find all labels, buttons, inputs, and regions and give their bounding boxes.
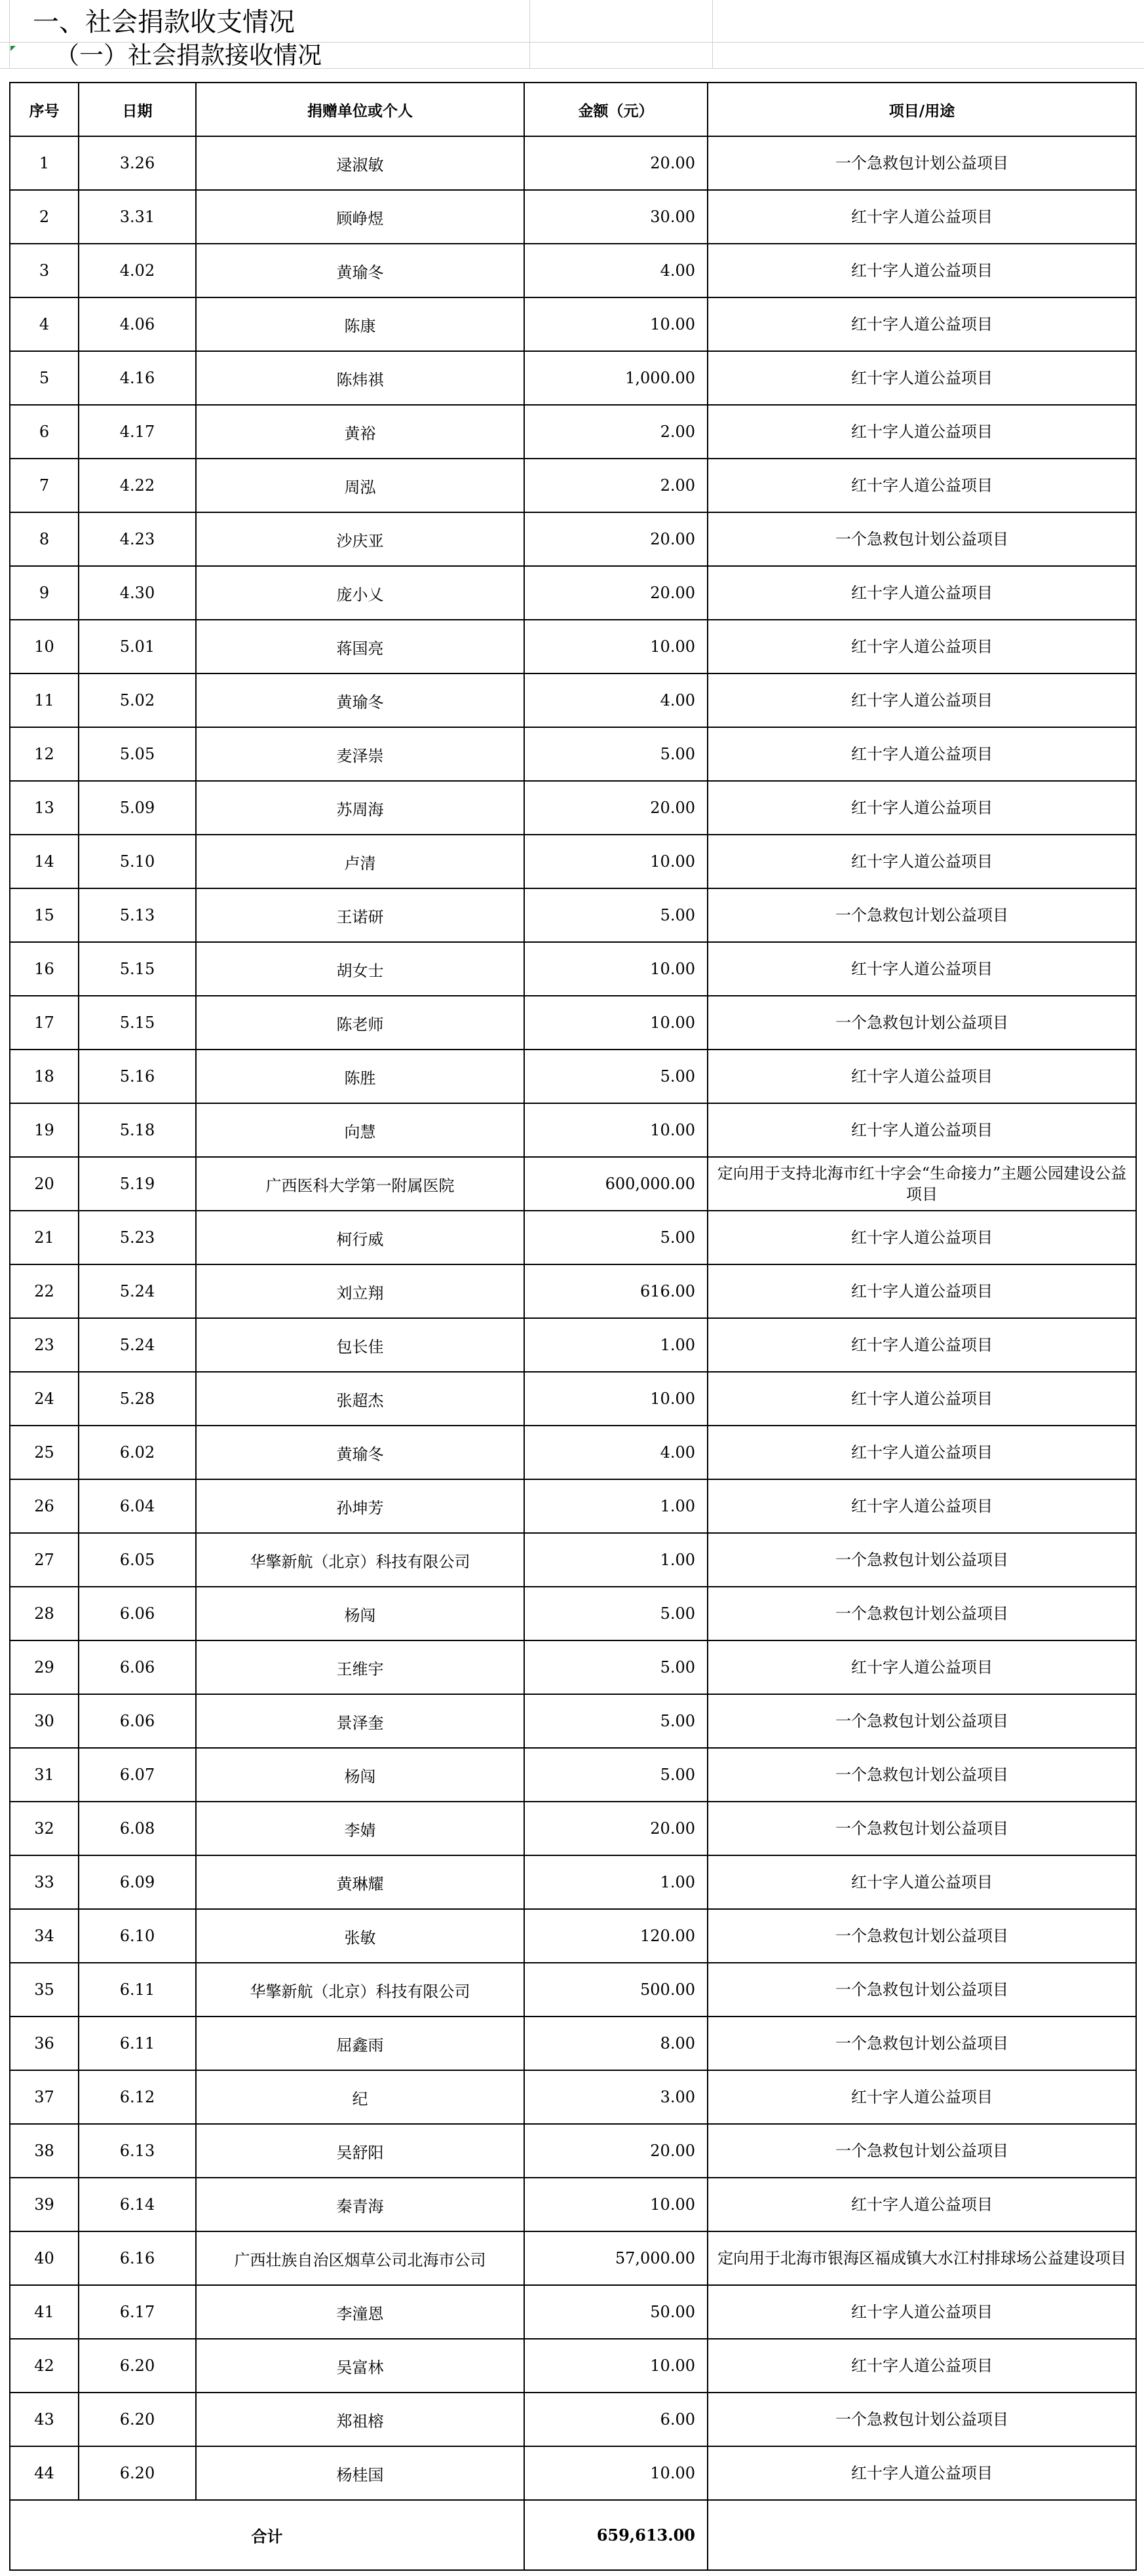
cell-amount: 600,000.00 xyxy=(524,1157,708,1211)
cell-amount: 4.00 xyxy=(524,673,708,727)
cell-amount: 5.00 xyxy=(524,1587,708,1640)
cell-no: 24 xyxy=(10,1372,79,1426)
cell-purpose: 红十字人道公益项目 xyxy=(708,727,1136,781)
cell-date: 5.18 xyxy=(79,1103,196,1157)
cell-donor: 王诺研 xyxy=(196,888,524,942)
table-row xyxy=(10,996,1136,1050)
header-donor: 捐赠单位或个人 xyxy=(196,83,524,136)
table-row xyxy=(10,620,1136,673)
cell-donor: 秦青海 xyxy=(196,2178,524,2231)
cell-no: 13 xyxy=(10,781,79,835)
table-row xyxy=(10,244,1136,297)
cell-date: 5.28 xyxy=(79,1372,196,1426)
cell-amount: 10.00 xyxy=(524,2339,708,2393)
cell-donor: 吴舒阳 xyxy=(196,2124,524,2178)
cell-donor: 陈炜祺 xyxy=(196,351,524,405)
cell-no: 31 xyxy=(10,1748,79,1802)
cell-no: 41 xyxy=(10,2285,79,2339)
cell-purpose: 一个急救包计划公益项目 xyxy=(708,1802,1136,1855)
cell-donor: 黄瑜冬 xyxy=(196,244,524,297)
cell-amount: 10.00 xyxy=(524,1372,708,1426)
cell-amount: 1,000.00 xyxy=(524,351,708,405)
cell-donor: 黄琳耀 xyxy=(196,1855,524,1909)
cell-amount: 57,000.00 xyxy=(524,2231,708,2285)
total-amount: 659,613.00 xyxy=(524,2500,708,2570)
cell-date: 5.05 xyxy=(79,727,196,781)
table-row xyxy=(10,727,1136,781)
cell-no: 39 xyxy=(10,2178,79,2231)
cell-date: 5.01 xyxy=(79,620,196,673)
cell-amount: 10.00 xyxy=(524,620,708,673)
cell-date: 5.15 xyxy=(79,996,196,1050)
cell-date: 3.26 xyxy=(79,136,196,190)
cell-purpose: 红十字人道公益项目 xyxy=(708,1640,1136,1694)
table-row xyxy=(10,1963,1136,2017)
cell-amount: 5.00 xyxy=(524,1694,708,1748)
cell-date: 4.22 xyxy=(79,459,196,512)
cell-date: 6.16 xyxy=(79,2231,196,2285)
grid-line xyxy=(9,0,10,68)
cell-date: 6.20 xyxy=(79,2446,196,2500)
cell-donor: 张敏 xyxy=(196,1909,524,1963)
cell-purpose: 红十字人道公益项目 xyxy=(708,1855,1136,1909)
table-row xyxy=(10,1372,1136,1426)
cell-purpose: 一个急救包计划公益项目 xyxy=(708,2017,1136,2070)
header-amount: 金额（元） xyxy=(524,83,708,136)
cell-amount: 10.00 xyxy=(524,2178,708,2231)
table-row xyxy=(10,1802,1136,1855)
cell-date: 4.17 xyxy=(79,405,196,459)
table-row xyxy=(10,888,1136,942)
cell-purpose: 红十字人道公益项目 xyxy=(708,781,1136,835)
cell-purpose: 红十字人道公益项目 xyxy=(708,1479,1136,1533)
cell-no: 7 xyxy=(10,459,79,512)
cell-no: 33 xyxy=(10,1855,79,1909)
table-row xyxy=(10,673,1136,727)
cell-date: 6.12 xyxy=(79,2070,196,2124)
cell-purpose: 红十字人道公益项目 xyxy=(708,566,1136,620)
cell-donor: 纪 xyxy=(196,2070,524,2124)
table-row xyxy=(10,2446,1136,2500)
cell-donor: 逯淑敏 xyxy=(196,136,524,190)
cell-amount: 6.00 xyxy=(524,2393,708,2446)
cell-donor: 广西医科大学第一附属医院 xyxy=(196,1157,524,1211)
cell-amount: 3.00 xyxy=(524,2070,708,2124)
cell-date: 6.06 xyxy=(79,1640,196,1694)
cell-purpose: 红十字人道公益项目 xyxy=(708,673,1136,727)
total-label: 合计 xyxy=(10,2500,524,2570)
cell-date: 5.10 xyxy=(79,835,196,888)
table-row xyxy=(10,1318,1136,1372)
table-row xyxy=(10,1264,1136,1318)
grid-line xyxy=(529,0,530,68)
cell-date: 6.14 xyxy=(79,2178,196,2231)
cell-donor: 刘立翔 xyxy=(196,1264,524,1318)
table-row xyxy=(10,2017,1136,2070)
cell-donor: 屈鑫雨 xyxy=(196,2017,524,2070)
table-row xyxy=(10,2393,1136,2446)
subsection-title: （一）社会捐款接收情况 xyxy=(55,41,322,69)
cell-donor: 杨闯 xyxy=(196,1748,524,1802)
cell-purpose: 一个急救包计划公益项目 xyxy=(708,1694,1136,1748)
cell-amount: 8.00 xyxy=(524,2017,708,2070)
cell-purpose: 一个急救包计划公益项目 xyxy=(708,1909,1136,1963)
cell-no: 34 xyxy=(10,1909,79,1963)
cell-date: 5.13 xyxy=(79,888,196,942)
cell-no: 37 xyxy=(10,2070,79,2124)
table-row xyxy=(10,2124,1136,2178)
cell-amount: 20.00 xyxy=(524,512,708,566)
table-row xyxy=(10,1748,1136,1802)
cell-donor: 包长佳 xyxy=(196,1318,524,1372)
cell-purpose: 一个急救包计划公益项目 xyxy=(708,2124,1136,2178)
cell-purpose: 定向用于北海市银海区福成镇大水江村排球场公益建设项目 xyxy=(708,2231,1136,2285)
table-row xyxy=(10,136,1136,190)
section-title: 一、社会捐款收支情况 xyxy=(33,7,295,37)
cell-donor: 麦泽崇 xyxy=(196,727,524,781)
cell-amount: 20.00 xyxy=(524,2124,708,2178)
cell-date: 6.09 xyxy=(79,1855,196,1909)
cell-donor: 华擎新航（北京）科技有限公司 xyxy=(196,1963,524,2017)
cell-no: 11 xyxy=(10,673,79,727)
cell-amount: 5.00 xyxy=(524,727,708,781)
cell-purpose: 一个急救包计划公益项目 xyxy=(708,888,1136,942)
cell-amount: 1.00 xyxy=(524,1318,708,1372)
cell-purpose: 红十字人道公益项目 xyxy=(708,1372,1136,1426)
cell-amount: 120.00 xyxy=(524,1909,708,1963)
table-row xyxy=(10,1694,1136,1748)
cell-no: 38 xyxy=(10,2124,79,2178)
cell-purpose: 红十字人道公益项目 xyxy=(708,835,1136,888)
cell-amount: 20.00 xyxy=(524,781,708,835)
cell-purpose: 红十字人道公益项目 xyxy=(708,2285,1136,2339)
cell-donor: 李婧 xyxy=(196,1802,524,1855)
cell-date: 3.31 xyxy=(79,190,196,244)
cell-amount: 20.00 xyxy=(524,566,708,620)
cell-donor: 孙坤芳 xyxy=(196,1479,524,1533)
cell-date: 6.05 xyxy=(79,1533,196,1587)
cell-donor: 卢清 xyxy=(196,835,524,888)
table-row xyxy=(10,1479,1136,1533)
cell-donor: 蒋国亮 xyxy=(196,620,524,673)
cell-purpose: 红十字人道公益项目 xyxy=(708,1426,1136,1479)
table-row xyxy=(10,781,1136,835)
cell-date: 6.11 xyxy=(79,1963,196,2017)
cell-no: 10 xyxy=(10,620,79,673)
cell-purpose: 一个急救包计划公益项目 xyxy=(708,1748,1136,1802)
cell-purpose: 一个急救包计划公益项目 xyxy=(708,2393,1136,2446)
cell-donor: 郑祖榕 xyxy=(196,2393,524,2446)
cell-purpose: 一个急救包计划公益项目 xyxy=(708,1587,1136,1640)
cell-purpose: 红十字人道公益项目 xyxy=(708,2446,1136,2500)
cell-donor: 景泽奎 xyxy=(196,1694,524,1748)
cell-no: 17 xyxy=(10,996,79,1050)
cell-donor: 苏周海 xyxy=(196,781,524,835)
cell-donor: 庞小乂 xyxy=(196,566,524,620)
cell-amount: 5.00 xyxy=(524,1211,708,1264)
cell-amount: 616.00 xyxy=(524,1264,708,1318)
cell-no: 18 xyxy=(10,1050,79,1103)
table-row xyxy=(10,1211,1136,1264)
cell-no: 2 xyxy=(10,190,79,244)
donation-table xyxy=(9,82,1137,2571)
table-row xyxy=(10,351,1136,405)
cell-no: 14 xyxy=(10,835,79,888)
cell-purpose: 红十字人道公益项目 xyxy=(708,620,1136,673)
cell-date: 4.06 xyxy=(79,297,196,351)
cell-date: 4.02 xyxy=(79,244,196,297)
cell-date: 5.16 xyxy=(79,1050,196,1103)
cell-no: 20 xyxy=(10,1157,79,1211)
grid-line xyxy=(712,0,713,68)
cell-no: 25 xyxy=(10,1426,79,1479)
table-row xyxy=(10,2339,1136,2393)
cell-purpose: 红十字人道公益项目 xyxy=(708,459,1136,512)
table-row xyxy=(10,405,1136,459)
cell-donor: 张超杰 xyxy=(196,1372,524,1426)
cell-date: 6.20 xyxy=(79,2339,196,2393)
cell-amount: 20.00 xyxy=(524,1802,708,1855)
cell-date: 5.23 xyxy=(79,1211,196,1264)
cell-no: 28 xyxy=(10,1587,79,1640)
table-row xyxy=(10,566,1136,620)
cell-no: 3 xyxy=(10,244,79,297)
table-row xyxy=(10,2231,1136,2285)
cell-date: 6.17 xyxy=(79,2285,196,2339)
cell-date: 5.09 xyxy=(79,781,196,835)
cell-no: 42 xyxy=(10,2339,79,2393)
cell-purpose: 一个急救包计划公益项目 xyxy=(708,996,1136,1050)
cell-amount: 1.00 xyxy=(524,1855,708,1909)
cell-donor: 华擎新航（北京）科技有限公司 xyxy=(196,1533,524,1587)
cell-donor: 黄瑜冬 xyxy=(196,673,524,727)
table-row xyxy=(10,297,1136,351)
cell-purpose: 红十字人道公益项目 xyxy=(708,2339,1136,2393)
cell-no: 30 xyxy=(10,1694,79,1748)
cell-no: 16 xyxy=(10,942,79,996)
cell-amount: 1.00 xyxy=(524,1479,708,1533)
cell-donor: 李潼恩 xyxy=(196,2285,524,2339)
cell-amount: 1.00 xyxy=(524,1533,708,1587)
cell-donor: 广西壮族自治区烟草公司北海市公司 xyxy=(196,2231,524,2285)
cell-no: 19 xyxy=(10,1103,79,1157)
cell-amount: 5.00 xyxy=(524,1050,708,1103)
cell-donor: 陈老师 xyxy=(196,996,524,1050)
cell-date: 5.15 xyxy=(79,942,196,996)
cell-amount: 2.00 xyxy=(524,405,708,459)
cell-amount: 5.00 xyxy=(524,888,708,942)
cell-donor: 吴富林 xyxy=(196,2339,524,2393)
cell-donor: 杨桂国 xyxy=(196,2446,524,2500)
cell-no: 21 xyxy=(10,1211,79,1264)
table-row xyxy=(10,1587,1136,1640)
total-row xyxy=(10,2500,1136,2570)
cell-amount: 10.00 xyxy=(524,2446,708,2500)
cell-no: 26 xyxy=(10,1479,79,1533)
cell-donor: 杨闯 xyxy=(196,1587,524,1640)
cell-purpose: 红十字人道公益项目 xyxy=(708,1050,1136,1103)
table-row xyxy=(10,1533,1136,1587)
cell-amount: 10.00 xyxy=(524,996,708,1050)
cell-donor: 黄瑜冬 xyxy=(196,1426,524,1479)
cell-amount: 5.00 xyxy=(524,1640,708,1694)
cell-purpose: 定向用于支持北海市红十字会“生命接力”主题公园建设公益项目 xyxy=(708,1157,1136,1211)
cell-no: 1 xyxy=(10,136,79,190)
cell-purpose: 红十字人道公益项目 xyxy=(708,244,1136,297)
cell-comment-marker-icon xyxy=(10,46,16,51)
cell-date: 6.07 xyxy=(79,1748,196,1802)
table-body xyxy=(10,136,1136,2500)
cell-date: 6.08 xyxy=(79,1802,196,1855)
cell-donor: 胡女士 xyxy=(196,942,524,996)
cell-donor: 陈康 xyxy=(196,297,524,351)
cell-date: 6.06 xyxy=(79,1587,196,1640)
cell-purpose: 红十字人道公益项目 xyxy=(708,2178,1136,2231)
cell-purpose: 一个急救包计划公益项目 xyxy=(708,1963,1136,2017)
cell-no: 29 xyxy=(10,1640,79,1694)
cell-no: 5 xyxy=(10,351,79,405)
cell-purpose: 一个急救包计划公益项目 xyxy=(708,1533,1136,1587)
cell-purpose: 红十字人道公益项目 xyxy=(708,1318,1136,1372)
cell-amount: 50.00 xyxy=(524,2285,708,2339)
cell-purpose: 一个急救包计划公益项目 xyxy=(708,512,1136,566)
table-row xyxy=(10,190,1136,244)
cell-no: 40 xyxy=(10,2231,79,2285)
table-row xyxy=(10,2178,1136,2231)
cell-date: 6.02 xyxy=(79,1426,196,1479)
table-row xyxy=(10,1050,1136,1103)
cell-purpose: 红十字人道公益项目 xyxy=(708,2070,1136,2124)
table-row xyxy=(10,1157,1136,1211)
cell-date: 6.11 xyxy=(79,2017,196,2070)
cell-no: 36 xyxy=(10,2017,79,2070)
cell-no: 43 xyxy=(10,2393,79,2446)
header-date: 日期 xyxy=(79,83,196,136)
cell-no: 4 xyxy=(10,297,79,351)
cell-donor: 沙庆亚 xyxy=(196,512,524,566)
cell-no: 22 xyxy=(10,1264,79,1318)
cell-donor: 顾峥煜 xyxy=(196,190,524,244)
table-row xyxy=(10,459,1136,512)
cell-date: 6.20 xyxy=(79,2393,196,2446)
cell-date: 5.02 xyxy=(79,673,196,727)
cell-amount: 10.00 xyxy=(524,1103,708,1157)
cell-date: 4.23 xyxy=(79,512,196,566)
cell-amount: 4.00 xyxy=(524,244,708,297)
cell-donor: 陈胜 xyxy=(196,1050,524,1103)
cell-donor: 周泓 xyxy=(196,459,524,512)
cell-donor: 向慧 xyxy=(196,1103,524,1157)
cell-no: 9 xyxy=(10,566,79,620)
cell-date: 4.30 xyxy=(79,566,196,620)
cell-no: 12 xyxy=(10,727,79,781)
cell-amount: 10.00 xyxy=(524,835,708,888)
table-row xyxy=(10,1640,1136,1694)
cell-purpose: 红十字人道公益项目 xyxy=(708,405,1136,459)
header-purpose: 项目/用途 xyxy=(708,83,1136,136)
table-row xyxy=(10,1103,1136,1157)
cell-date: 6.06 xyxy=(79,1694,196,1748)
cell-purpose: 红十字人道公益项目 xyxy=(708,1264,1136,1318)
header-no: 序号 xyxy=(10,83,79,136)
cell-donor: 王维宇 xyxy=(196,1640,524,1694)
cell-no: 35 xyxy=(10,1963,79,2017)
cell-no: 27 xyxy=(10,1533,79,1587)
cell-date: 5.19 xyxy=(79,1157,196,1211)
cell-purpose: 一个急救包计划公益项目 xyxy=(708,136,1136,190)
table-row xyxy=(10,1855,1136,1909)
cell-no: 32 xyxy=(10,1802,79,1855)
cell-purpose: 红十字人道公益项目 xyxy=(708,297,1136,351)
cell-no: 23 xyxy=(10,1318,79,1372)
cell-amount: 4.00 xyxy=(524,1426,708,1479)
table-row xyxy=(10,1909,1136,1963)
cell-purpose: 红十字人道公益项目 xyxy=(708,942,1136,996)
cell-amount: 30.00 xyxy=(524,190,708,244)
cell-no: 44 xyxy=(10,2446,79,2500)
cell-purpose: 红十字人道公益项目 xyxy=(708,1211,1136,1264)
table-row xyxy=(10,2070,1136,2124)
cell-no: 6 xyxy=(10,405,79,459)
cell-purpose: 红十字人道公益项目 xyxy=(708,1103,1136,1157)
cell-amount: 20.00 xyxy=(524,136,708,190)
table-row xyxy=(10,835,1136,888)
cell-date: 5.24 xyxy=(79,1264,196,1318)
cell-no: 15 xyxy=(10,888,79,942)
cell-amount: 500.00 xyxy=(524,1963,708,2017)
cell-amount: 5.00 xyxy=(524,1748,708,1802)
cell-date: 6.10 xyxy=(79,1909,196,1963)
cell-donor: 柯行威 xyxy=(196,1211,524,1264)
cell-donor: 黄裕 xyxy=(196,405,524,459)
cell-no: 8 xyxy=(10,512,79,566)
table-row xyxy=(10,2285,1136,2339)
cell-amount: 10.00 xyxy=(524,942,708,996)
table-row xyxy=(10,1426,1136,1479)
cell-purpose: 红十字人道公益项目 xyxy=(708,190,1136,244)
cell-date: 4.16 xyxy=(79,351,196,405)
cell-date: 5.24 xyxy=(79,1318,196,1372)
table-row xyxy=(10,512,1136,566)
cell-date: 6.13 xyxy=(79,2124,196,2178)
table-header-row xyxy=(10,83,1136,136)
cell-amount: 10.00 xyxy=(524,297,708,351)
table-row xyxy=(10,942,1136,996)
total-purpose-cell xyxy=(708,2500,1136,2570)
cell-purpose: 红十字人道公益项目 xyxy=(708,351,1136,405)
cell-amount: 2.00 xyxy=(524,459,708,512)
cell-date: 6.04 xyxy=(79,1479,196,1533)
